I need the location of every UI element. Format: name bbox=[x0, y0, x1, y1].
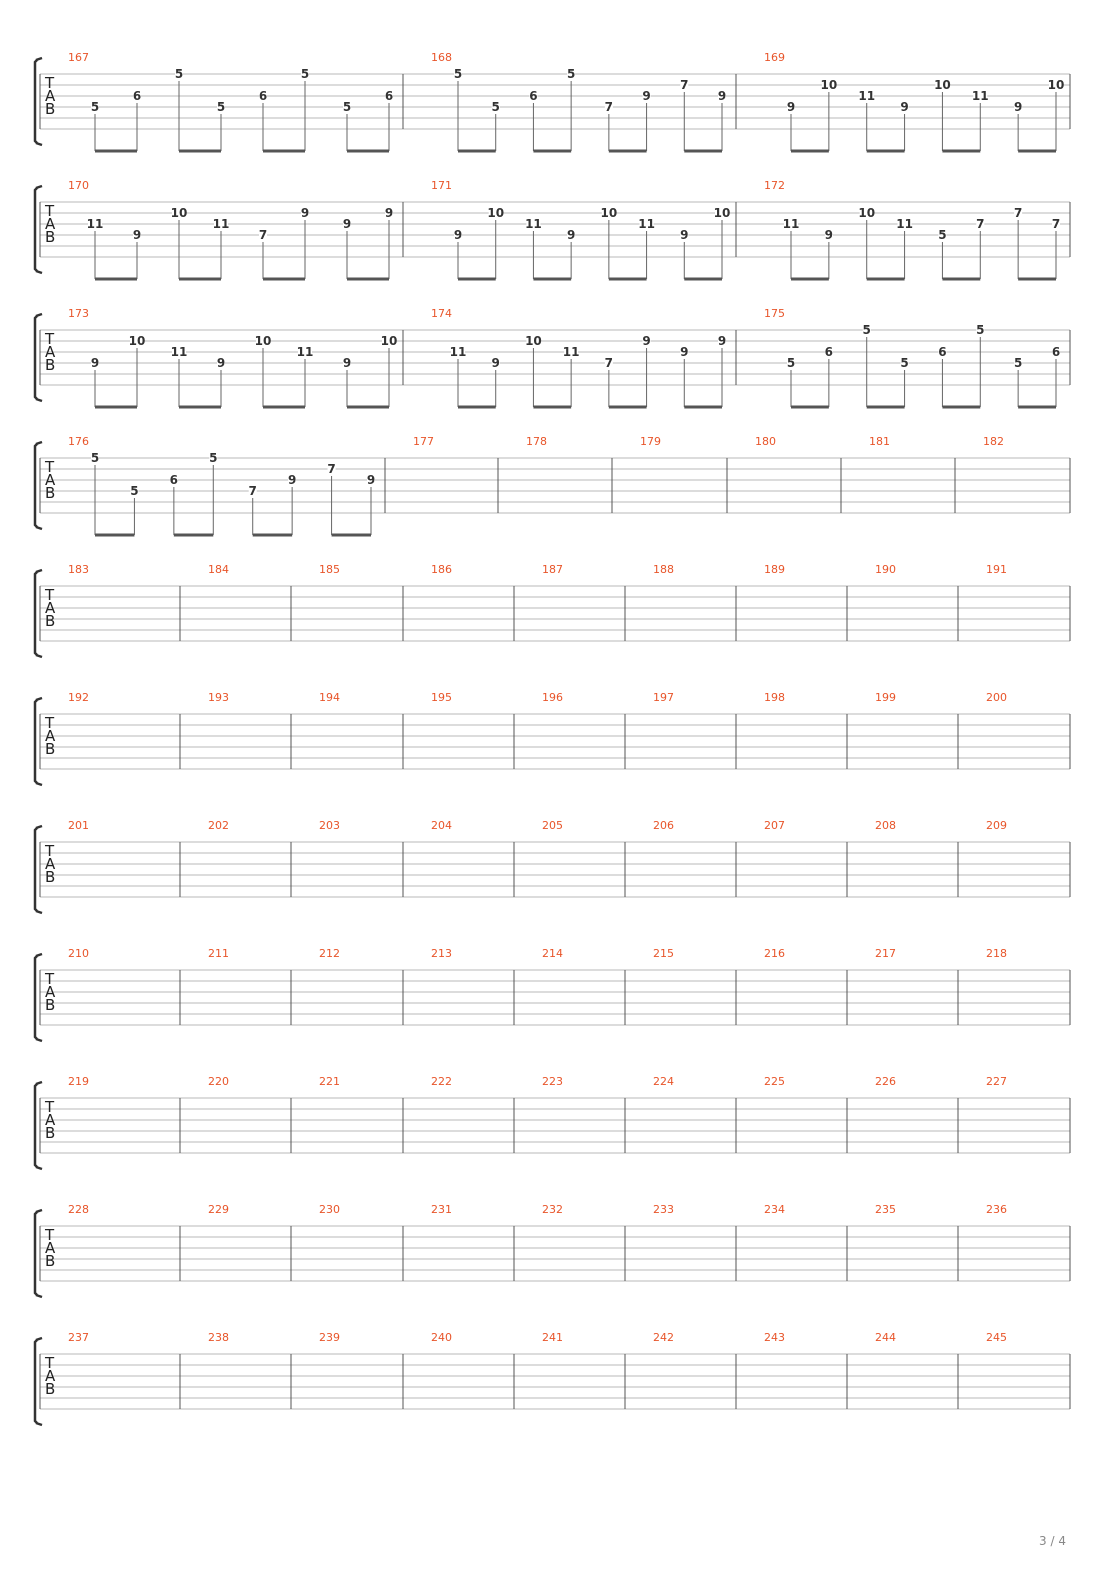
measure-number: 170 bbox=[68, 179, 89, 192]
tab-clef-letter: B bbox=[45, 1252, 56, 1270]
tab-clef-letter: B bbox=[45, 612, 56, 630]
tab-clef-letter: T bbox=[45, 714, 55, 732]
measure-number: 199 bbox=[875, 691, 896, 704]
measure-number: 187 bbox=[542, 563, 563, 576]
fret-number: 5 bbox=[90, 451, 100, 465]
fret-number: 5 bbox=[900, 356, 909, 370]
bracket-top-hook bbox=[36, 954, 42, 956]
measure-number: 215 bbox=[653, 947, 674, 960]
bracket-top-hook bbox=[36, 1338, 42, 1340]
fret-number: 6 bbox=[384, 89, 394, 103]
tab-clef-letter: A bbox=[45, 1367, 56, 1385]
tab-clef-letter: A bbox=[45, 1111, 56, 1129]
fret-number: 5 bbox=[786, 356, 796, 370]
fret-number: 7 bbox=[248, 484, 257, 498]
tab-clef-letter: B bbox=[45, 740, 56, 758]
fret-number: 9 bbox=[90, 356, 100, 370]
fret-number: 10 bbox=[820, 78, 838, 92]
measure-number: 209 bbox=[986, 819, 1007, 832]
measure-number: 212 bbox=[319, 947, 340, 960]
measure-number: 234 bbox=[764, 1203, 785, 1216]
fret-number: 10 bbox=[380, 334, 398, 348]
fret-number: 10 bbox=[600, 206, 618, 220]
bracket-bottom-hook bbox=[36, 143, 42, 145]
measure-number: 241 bbox=[542, 1331, 563, 1344]
fret-number: 5 bbox=[90, 100, 100, 114]
measure-number: 222 bbox=[431, 1075, 452, 1088]
measure-number: 167 bbox=[68, 51, 89, 64]
fret-number: 5 bbox=[174, 67, 184, 81]
measure-number: 180 bbox=[755, 435, 776, 448]
measure-number: 229 bbox=[208, 1203, 229, 1216]
measure-number: 185 bbox=[319, 563, 340, 576]
measure-number: 178 bbox=[526, 435, 547, 448]
system-bracket bbox=[35, 444, 37, 527]
fret-number: 5 bbox=[491, 100, 500, 114]
measure-number: 211 bbox=[208, 947, 229, 960]
tab-clef-letter: B bbox=[45, 1124, 56, 1142]
fret-number: 9 bbox=[566, 228, 576, 242]
measure-number: 239 bbox=[319, 1331, 340, 1344]
fret-number: 11 bbox=[170, 345, 188, 359]
bracket-bottom-hook bbox=[36, 911, 42, 913]
fret-number: 9 bbox=[384, 206, 394, 220]
measure-number: 216 bbox=[764, 947, 785, 960]
measure-number: 206 bbox=[653, 819, 674, 832]
tab-clef-letter: T bbox=[45, 586, 55, 604]
fret-number: 7 bbox=[680, 78, 689, 92]
fret-number: 11 bbox=[525, 217, 542, 231]
fret-number: 6 bbox=[529, 89, 538, 103]
fret-number: 10 bbox=[1047, 78, 1065, 92]
bracket-bottom-hook bbox=[36, 1423, 42, 1425]
bracket-bottom-hook bbox=[36, 1039, 42, 1041]
measure-number: 243 bbox=[764, 1331, 785, 1344]
fret-number: 11 bbox=[896, 217, 913, 231]
fret-number: 9 bbox=[287, 473, 297, 487]
tab-clef-letter: T bbox=[45, 1098, 55, 1116]
measure-number: 225 bbox=[764, 1075, 785, 1088]
measure-number: 230 bbox=[319, 1203, 340, 1216]
system-bracket bbox=[35, 1340, 37, 1423]
fret-number: 11 bbox=[782, 217, 800, 231]
bracket-top-hook bbox=[36, 826, 42, 828]
page-number: 3 / 4 bbox=[1039, 1534, 1066, 1548]
fret-number: 5 bbox=[216, 100, 226, 114]
system-bracket bbox=[35, 700, 37, 783]
system-bracket bbox=[35, 828, 37, 911]
fret-number: 6 bbox=[258, 89, 268, 103]
measure-number: 224 bbox=[653, 1075, 674, 1088]
measure-number: 200 bbox=[986, 691, 1007, 704]
fret-number: 11 bbox=[296, 345, 314, 359]
measure-number: 236 bbox=[986, 1203, 1007, 1216]
fret-number: 9 bbox=[680, 345, 689, 359]
measure-number: 221 bbox=[319, 1075, 340, 1088]
system-bracket bbox=[35, 572, 37, 655]
measure-number: 231 bbox=[431, 1203, 452, 1216]
measure-number: 205 bbox=[542, 819, 563, 832]
fret-number: 9 bbox=[132, 228, 142, 242]
tab-clef-letter: A bbox=[45, 727, 56, 745]
fret-number: 11 bbox=[212, 217, 230, 231]
measure-number: 184 bbox=[208, 563, 229, 576]
bracket-bottom-hook bbox=[36, 399, 42, 401]
measure-number: 197 bbox=[653, 691, 674, 704]
fret-number: 9 bbox=[786, 100, 796, 114]
fret-number: 9 bbox=[680, 228, 689, 242]
fret-number: 7 bbox=[327, 462, 336, 476]
fret-number: 9 bbox=[342, 217, 352, 231]
measure-number: 196 bbox=[542, 691, 563, 704]
measure-number: 245 bbox=[986, 1331, 1007, 1344]
measure-number: 174 bbox=[431, 307, 452, 320]
tab-clef-letter: T bbox=[45, 458, 55, 476]
bracket-top-hook bbox=[36, 58, 42, 60]
fret-number: 9 bbox=[491, 356, 500, 370]
measure-number: 235 bbox=[875, 1203, 896, 1216]
measure-number: 172 bbox=[764, 179, 785, 192]
tab-clef-letter: T bbox=[45, 1226, 55, 1244]
fret-number: 9 bbox=[216, 356, 226, 370]
fret-number: 7 bbox=[976, 217, 985, 231]
system-bracket bbox=[35, 188, 37, 271]
measure-number: 208 bbox=[875, 819, 896, 832]
measure-number: 183 bbox=[68, 563, 89, 576]
measure-number: 227 bbox=[986, 1075, 1007, 1088]
tab-clef-letter: T bbox=[45, 202, 55, 220]
bracket-top-hook bbox=[36, 1082, 42, 1084]
measure-number: 220 bbox=[208, 1075, 229, 1088]
tab-clef-letter: T bbox=[45, 970, 55, 988]
measure-number: 214 bbox=[542, 947, 563, 960]
fret-number: 5 bbox=[453, 67, 463, 81]
measure-number: 228 bbox=[68, 1203, 89, 1216]
measure-number: 189 bbox=[764, 563, 785, 576]
fret-number: 11 bbox=[562, 345, 580, 359]
system-bracket bbox=[35, 1084, 37, 1167]
tab-clef-letter: B bbox=[45, 868, 56, 886]
measure-number: 177 bbox=[413, 435, 434, 448]
measure-number: 240 bbox=[431, 1331, 452, 1344]
measure-number: 194 bbox=[319, 691, 340, 704]
tab-clef-letter: T bbox=[45, 330, 55, 348]
measure-number: 223 bbox=[542, 1075, 563, 1088]
bracket-top-hook bbox=[36, 186, 42, 188]
fret-number: 11 bbox=[638, 217, 655, 231]
measure-number: 195 bbox=[431, 691, 452, 704]
fret-number: 9 bbox=[1013, 100, 1023, 114]
system-bracket bbox=[35, 60, 37, 143]
fret-number: 5 bbox=[862, 323, 871, 337]
fret-number: 9 bbox=[300, 206, 310, 220]
measure-number: 179 bbox=[640, 435, 661, 448]
measure-number: 202 bbox=[208, 819, 229, 832]
tab-clef-letter: A bbox=[45, 983, 56, 1001]
bracket-bottom-hook bbox=[36, 271, 42, 273]
tab-clef-letter: T bbox=[45, 1354, 55, 1372]
fret-number: 9 bbox=[717, 89, 727, 103]
measure-number: 201 bbox=[68, 819, 89, 832]
fret-number: 6 bbox=[824, 345, 834, 359]
fret-number: 7 bbox=[604, 100, 614, 114]
measure-number: 188 bbox=[653, 563, 674, 576]
measure-number: 182 bbox=[983, 435, 1004, 448]
fret-number: 5 bbox=[300, 67, 310, 81]
fret-number: 9 bbox=[342, 356, 352, 370]
measure-number: 242 bbox=[653, 1331, 674, 1344]
fret-number: 7 bbox=[258, 228, 268, 242]
fret-number: 9 bbox=[642, 334, 651, 348]
measure-number: 193 bbox=[208, 691, 229, 704]
measure-number: 237 bbox=[68, 1331, 89, 1344]
bracket-bottom-hook bbox=[36, 1167, 42, 1169]
tab-clef-letter: B bbox=[45, 1380, 56, 1398]
fret-number: 10 bbox=[525, 334, 542, 348]
fret-number: 5 bbox=[566, 67, 576, 81]
measure-number: 218 bbox=[986, 947, 1007, 960]
bracket-bottom-hook bbox=[36, 527, 42, 529]
fret-number: 11 bbox=[971, 89, 989, 103]
tab-clef-letter: B bbox=[45, 228, 56, 246]
measure-number: 210 bbox=[68, 947, 89, 960]
measure-number: 168 bbox=[431, 51, 452, 64]
tab-clef-letter: A bbox=[45, 599, 56, 617]
measure-number: 226 bbox=[875, 1075, 896, 1088]
fret-number: 10 bbox=[254, 334, 272, 348]
fret-number: 6 bbox=[1051, 345, 1061, 359]
bracket-top-hook bbox=[36, 1210, 42, 1212]
fret-number: 10 bbox=[487, 206, 505, 220]
system-bracket bbox=[35, 1212, 37, 1295]
measure-number: 217 bbox=[875, 947, 896, 960]
measure-number: 169 bbox=[764, 51, 785, 64]
measure-number: 219 bbox=[68, 1075, 89, 1088]
tab-clef-letter: A bbox=[45, 855, 56, 873]
measure-number: 238 bbox=[208, 1331, 229, 1344]
measure-number: 171 bbox=[431, 179, 452, 192]
measure-number: 175 bbox=[764, 307, 785, 320]
fret-number: 9 bbox=[642, 89, 651, 103]
fret-number: 10 bbox=[713, 206, 731, 220]
fret-number: 9 bbox=[900, 100, 909, 114]
bracket-bottom-hook bbox=[36, 655, 42, 657]
bracket-top-hook bbox=[36, 570, 42, 572]
measure-number: 213 bbox=[431, 947, 452, 960]
measure-number: 233 bbox=[653, 1203, 674, 1216]
tab-clef-letter: A bbox=[45, 215, 56, 233]
tab-clef-letter: B bbox=[45, 484, 56, 502]
fret-number: 6 bbox=[169, 473, 179, 487]
tab-clef-letter: T bbox=[45, 74, 55, 92]
bracket-bottom-hook bbox=[36, 783, 42, 785]
tab-clef-letter: T bbox=[45, 842, 55, 860]
fret-number: 7 bbox=[604, 356, 614, 370]
system-bracket bbox=[35, 956, 37, 1039]
measure-number: 203 bbox=[319, 819, 340, 832]
measure-number: 181 bbox=[869, 435, 890, 448]
measure-number: 232 bbox=[542, 1203, 563, 1216]
measure-number: 244 bbox=[875, 1331, 896, 1344]
measure-number: 207 bbox=[764, 819, 785, 832]
fret-number: 10 bbox=[128, 334, 146, 348]
tab-clef-letter: A bbox=[45, 343, 56, 361]
system-bracket bbox=[35, 316, 37, 399]
fret-number: 11 bbox=[858, 89, 876, 103]
fret-number: 9 bbox=[824, 228, 834, 242]
measure-number: 204 bbox=[431, 819, 452, 832]
measure-number: 192 bbox=[68, 691, 89, 704]
measure-number: 176 bbox=[68, 435, 89, 448]
fret-number: 9 bbox=[717, 334, 727, 348]
measure-number: 173 bbox=[68, 307, 89, 320]
bracket-top-hook bbox=[36, 698, 42, 700]
fret-number: 5 bbox=[130, 484, 139, 498]
fret-number: 10 bbox=[934, 78, 951, 92]
bracket-top-hook bbox=[36, 314, 42, 316]
tab-clef-letter: B bbox=[45, 996, 56, 1014]
measure-number: 190 bbox=[875, 563, 896, 576]
measure-number: 191 bbox=[986, 563, 1007, 576]
fret-number: 10 bbox=[858, 206, 876, 220]
fret-number: 9 bbox=[366, 473, 376, 487]
fret-number: 5 bbox=[1013, 356, 1023, 370]
fret-number: 5 bbox=[938, 228, 947, 242]
measure-number: 186 bbox=[431, 563, 452, 576]
tab-clef-letter: A bbox=[45, 1239, 56, 1257]
tab-clef-letter: A bbox=[45, 471, 56, 489]
fret-number: 7 bbox=[1013, 206, 1023, 220]
fret-number: 9 bbox=[453, 228, 463, 242]
measure-number: 198 bbox=[764, 691, 785, 704]
bracket-top-hook bbox=[36, 442, 42, 444]
bracket-bottom-hook bbox=[36, 1295, 42, 1297]
fret-number: 6 bbox=[132, 89, 142, 103]
fret-number: 6 bbox=[938, 345, 947, 359]
fret-number: 11 bbox=[449, 345, 467, 359]
fret-number: 7 bbox=[1051, 217, 1061, 231]
fret-number: 5 bbox=[976, 323, 985, 337]
fret-number: 5 bbox=[342, 100, 352, 114]
fret-number: 10 bbox=[170, 206, 188, 220]
tab-clef-letter: B bbox=[45, 100, 56, 118]
fret-number: 5 bbox=[209, 451, 218, 465]
tab-clef-letter: B bbox=[45, 356, 56, 374]
fret-number: 11 bbox=[86, 217, 104, 231]
tab-clef-letter: A bbox=[45, 87, 56, 105]
